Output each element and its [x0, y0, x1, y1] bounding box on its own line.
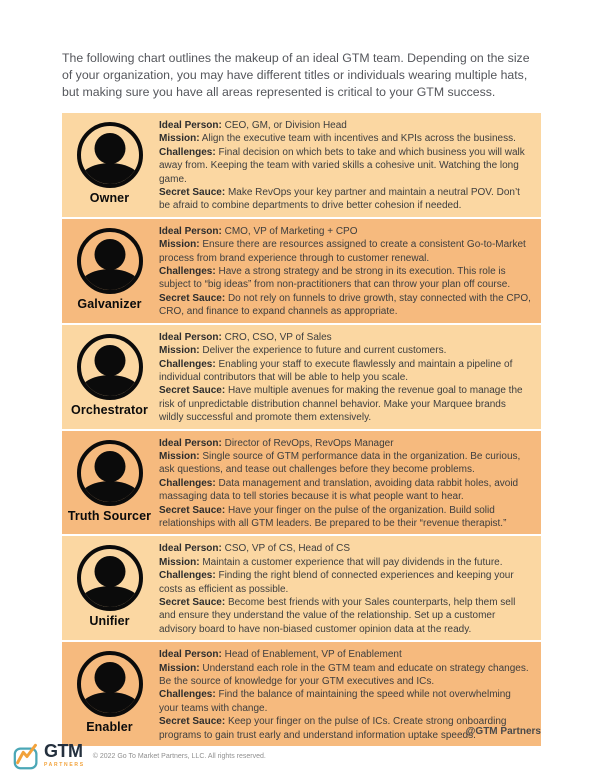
- field-text: Become best friends with your Sales counterparts, help them sell and ensure they understand the value of the relationship. Set up a customer advisory board to have non-biased customer opinion data at the ready.: [159, 597, 516, 635]
- person-head: [94, 556, 125, 587]
- field-secret-sauce: [159, 384, 533, 424]
- field-ideal-person: [159, 542, 533, 555]
- role-column: [62, 219, 157, 323]
- field-label: Mission:: [159, 662, 200, 674]
- field-text: Have multiple avenues for making the revenue goal to manage the risk of unpredictable distribution channel behavior. Make your Marquee brands wildly successful and promote them extensively.: [159, 385, 523, 424]
- field-label: Ideal Person:: [159, 649, 222, 661]
- field-text: Final decision on which bets to take and which business you will walk away from. Keeping the team with varied skills a cohesive unit. Watching the long game.: [159, 146, 525, 185]
- person-shoulders: [79, 269, 141, 294]
- field-challenges: [159, 688, 533, 715]
- field-label: Ideal Person:: [159, 543, 222, 555]
- field-label: Challenges:: [159, 570, 216, 582]
- person-icon: [77, 440, 143, 506]
- person-shoulders: [79, 163, 141, 188]
- person-icon: [77, 545, 143, 611]
- field-text: Find the balance of maintaining the speed while not overwhelming your teams with change.: [159, 689, 511, 714]
- field-text: Keep your finger on the pulse of ICs. Create strong onboarding programs to gain trust early and understand information uptake speeds.: [159, 716, 507, 741]
- role-label: Truth Sourcer: [67, 508, 152, 523]
- role-column: [62, 642, 157, 746]
- role-row-truth-sourcer: [62, 431, 541, 535]
- page-footer: [12, 742, 266, 772]
- field-secret-sauce: [159, 186, 533, 213]
- field-ideal-person: [159, 648, 533, 661]
- field-ideal-person: [159, 331, 533, 344]
- role-column: [62, 113, 157, 217]
- field-text: Head of Enablement, VP of Enablement: [224, 649, 402, 661]
- field-text: Do not rely on funnels to drive growth, stay connected with the CPO, CRO, and finance to expand channels as appropriate.: [159, 292, 531, 318]
- field-label: Challenges:: [159, 266, 216, 278]
- field-mission: [159, 238, 533, 265]
- field-text: Single source of GTM performance data in the organization. Be curious, ask questions, and tease out challenges before they become problems.: [159, 450, 521, 476]
- field-label: Secret Sauce:: [159, 385, 226, 397]
- person-shoulders: [79, 586, 141, 611]
- field-label: Mission:: [159, 450, 200, 462]
- person-shoulders: [79, 692, 141, 717]
- gtm-roles-table: [62, 113, 541, 746]
- field-mission: [159, 450, 533, 477]
- field-label: Mission:: [159, 345, 200, 357]
- field-mission: [159, 662, 533, 689]
- role-row-galvanizer: [62, 219, 541, 323]
- role-description: [157, 431, 541, 535]
- field-text: Enabling your staff to execute flawlessly and maintain a pipeline of individual contributors that will be able to help you scale.: [159, 358, 513, 383]
- role-description: [157, 536, 541, 640]
- field-text: Data management and translation, avoiding data rabbit holes, avoid massaging data to tell stories because it is what people want to hear.: [159, 477, 519, 503]
- logo-partners-text: PARTNERS: [44, 762, 85, 768]
- field-challenges: [159, 477, 533, 504]
- role-row-orchestrator: [62, 325, 541, 429]
- copyright-text: © 2022 Go To Market Partners, LLC. All rights reserved.: [92, 752, 266, 760]
- person-head: [94, 133, 125, 164]
- field-ideal-person: [159, 119, 533, 132]
- gtm-partners-logo: [12, 742, 85, 772]
- field-secret-sauce: [159, 504, 533, 531]
- attribution-handle: @GTM Partners: [465, 726, 541, 737]
- field-text: CSO, VP of CS, Head of CS: [224, 543, 351, 555]
- logo-gtm-text: GTM: [44, 741, 83, 761]
- field-label: Challenges:: [159, 358, 216, 370]
- field-ideal-person: [159, 437, 533, 450]
- role-label: Unifier: [89, 614, 130, 629]
- field-secret-sauce: [159, 596, 533, 636]
- logo-text: [44, 742, 85, 768]
- field-mission: [159, 132, 533, 145]
- field-challenges: [159, 146, 533, 186]
- field-text: Ensure there are resources assigned to create a consistent Go-to-Market process from brand experience through to customer renewal.: [159, 239, 526, 264]
- field-challenges: [159, 358, 533, 385]
- person-head: [94, 345, 125, 376]
- person-shoulders: [79, 375, 141, 400]
- field-text: Maintain a customer experience that will pay dividends in the future.: [202, 556, 503, 568]
- intro-paragraph: The following chart outlines the makeup of an ideal GTM team. Depending on the size of your organization, you may have different titles or individuals wearing multiple hats, but making sure you have all areas represented is critical to your GTM success.: [62, 51, 530, 99]
- role-label: Orchestrator: [71, 402, 148, 417]
- field-label: Ideal Person:: [159, 120, 222, 131]
- field-label: Challenges:: [159, 146, 216, 158]
- field-challenges: [159, 569, 533, 596]
- field-ideal-person: [159, 225, 533, 238]
- field-label: Mission:: [159, 556, 200, 568]
- role-label: Galvanizer: [77, 296, 142, 311]
- field-text: Finding the right blend of connected experiences and keeping your costs as efficient as possible.: [159, 570, 514, 595]
- person-icon: [77, 334, 143, 400]
- role-description: [157, 325, 541, 429]
- role-label: Owner: [89, 191, 130, 205]
- role-column: [62, 431, 157, 535]
- field-mission: [159, 556, 533, 569]
- field-label: Challenges:: [159, 689, 216, 701]
- field-secret-sauce: [159, 292, 533, 319]
- field-label: Mission:: [159, 133, 200, 145]
- field-label: Ideal Person:: [159, 437, 222, 449]
- field-text: CMO, VP of Marketing + CPO: [224, 225, 358, 237]
- person-icon: [77, 122, 143, 188]
- field-text: CRO, CSO, VP of Sales: [224, 331, 332, 343]
- person-icon: [77, 651, 143, 717]
- chart-line-icon: [12, 742, 42, 772]
- field-text: Understand each role in the GTM team and educate on strategy changes. Be the source of knowledge for your GTM executives and ICs.: [159, 662, 529, 688]
- field-text: CEO, GM, or Division Head: [224, 120, 347, 131]
- field-label: Secret Sauce:: [159, 504, 226, 516]
- person-head: [94, 451, 125, 482]
- person-shoulders: [79, 481, 141, 506]
- field-text: Align the executive team with incentives and KPIs across the business.: [201, 133, 516, 145]
- person-head: [94, 662, 125, 693]
- field-label: Secret Sauce:: [159, 597, 226, 608]
- field-label: Ideal Person:: [159, 225, 222, 237]
- field-text: Have your finger on the pulse of the organization. Build solid relationships with all GTM leaders. Be prepared to be their “revenue therapist.”: [159, 504, 507, 529]
- field-label: Ideal Person:: [159, 331, 222, 343]
- role-column: [62, 325, 157, 429]
- role-description: [157, 219, 541, 323]
- field-label: Mission:: [159, 239, 200, 251]
- field-text: Deliver the experience to future and current customers.: [202, 345, 447, 357]
- field-mission: [159, 344, 533, 357]
- field-text: Have a strong strategy and be strong in its execution. This role is subject to “big ideas” from non-practitioners that can throw your plan off course.: [159, 266, 511, 291]
- role-row-unifier: [62, 536, 541, 640]
- field-label: Secret Sauce:: [159, 187, 226, 199]
- role-description: [157, 113, 541, 217]
- person-head: [94, 239, 125, 270]
- person-icon: [77, 228, 143, 294]
- role-row-owner: [62, 113, 541, 217]
- role-label: Enabler: [86, 720, 133, 735]
- field-label: Secret Sauce:: [159, 716, 226, 728]
- field-label: Secret Sauce:: [159, 292, 226, 304]
- role-column: [62, 536, 157, 640]
- field-text: Make RevOps your key partner and maintain a neutral POV. Don’t be afraid to combine departments to drive better cohesion if needed.: [159, 187, 520, 212]
- field-text: Director of RevOps, RevOps Manager: [224, 437, 394, 449]
- field-label: Challenges:: [159, 477, 216, 489]
- field-challenges: [159, 265, 533, 292]
